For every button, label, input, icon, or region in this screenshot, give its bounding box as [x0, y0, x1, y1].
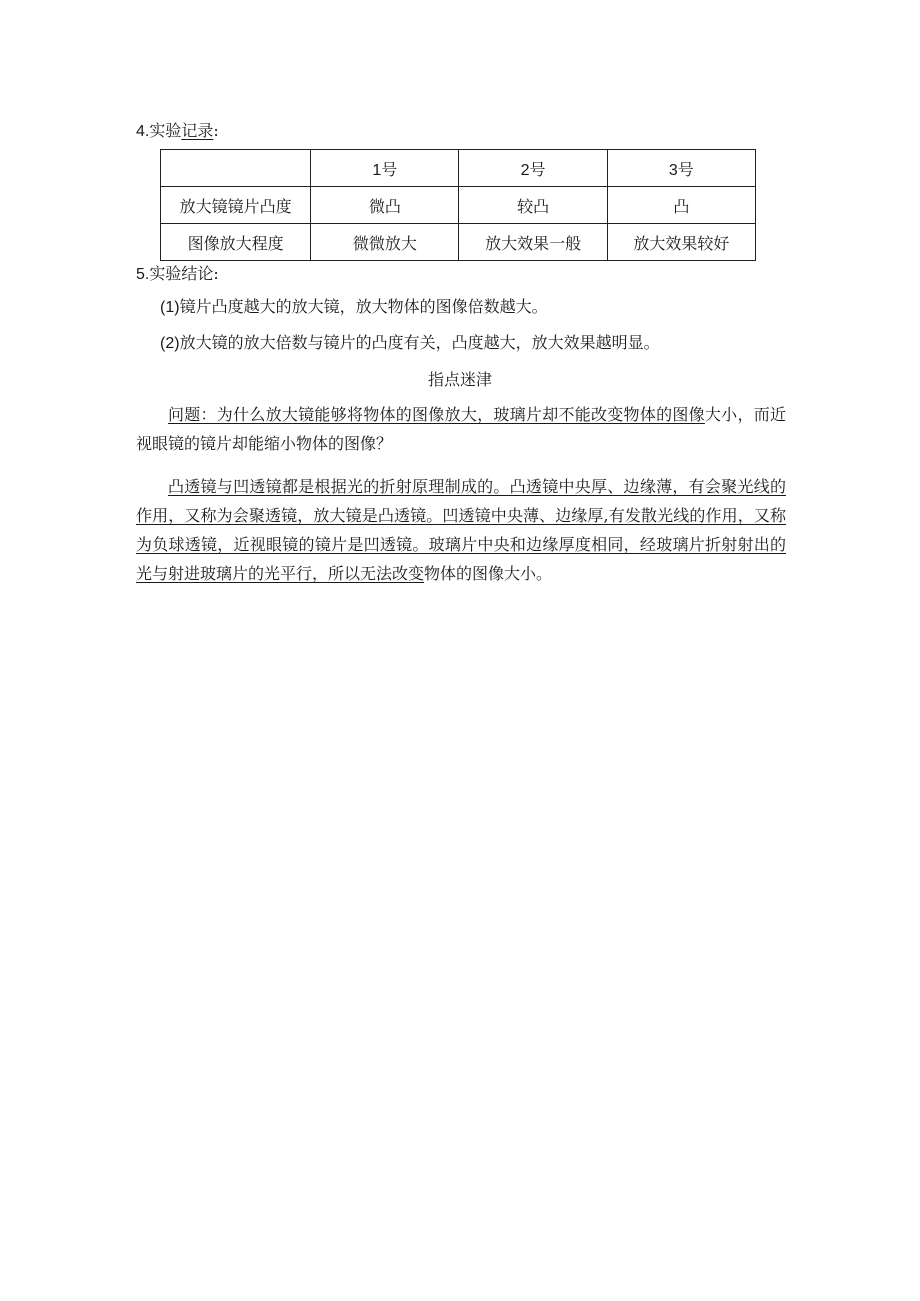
table-row	[161, 224, 756, 261]
section-4-label-underlined: 记录	[181, 121, 214, 140]
table-header-cell: 3号	[607, 150, 755, 187]
tips-question-underlined: 问题：为什么放大镜能够将物体的图像放大，玻璃片却不能改变物体的图像	[168, 405, 705, 424]
section-5-number: 5.	[136, 266, 150, 283]
tips-title: 指点迷津	[427, 370, 492, 389]
tips-answer	[136, 472, 786, 588]
table-cell: 放大效果较好	[607, 224, 755, 261]
conclusion-text: 镜片凸度越大的放大镜，放大物体的图像倍数越大。	[179, 297, 548, 316]
tips-question-rest: 大小，而近视眼镜的镜片却能缩小物体的图像？	[136, 405, 786, 453]
table-cell: 凸	[607, 187, 755, 224]
table-header-cell: 1号	[311, 150, 459, 187]
conclusion-item	[160, 297, 548, 318]
experiment-record-table	[160, 149, 756, 261]
section-4-colon: :	[213, 121, 219, 140]
tips-question	[136, 400, 786, 458]
table-header-cell	[161, 150, 311, 187]
section-4-number: 4.	[136, 123, 150, 140]
conclusion-number: (1)	[160, 299, 180, 316]
tips-answer-underlined: 凸透镜与凹透镜都是根据光的折射原理制成的。凸透镜中央厚、边缘薄，有会聚光线的作用，又称为会聚透镜，放大镜是凸透镜。凹透镜中央薄、边缘厚,有发散光线的作用，又称为负球透镜，近视眼镜的镜片是凹透镜。玻璃片中央和边缘厚度相同，经玻璃片折射射出的光与射进玻璃片的光平行，所以无法改变	[136, 477, 786, 583]
conclusion-text: 放大镜的放大倍数与镜片的凸度有关，凸度越大，放大效果越明显。	[179, 333, 660, 352]
section-5-label: 实验结论:	[149, 264, 219, 283]
tips-answer-rest: 物体的图像大小。	[424, 564, 553, 583]
table-cell: 微凸	[311, 187, 459, 224]
table-header-cell: 2号	[459, 150, 607, 187]
table-cell: 放大效果一般	[459, 224, 607, 261]
table-row	[161, 187, 756, 224]
table-cell: 图像放大程度	[161, 224, 311, 261]
table-header-row	[161, 150, 756, 187]
table-cell: 放大镜镜片凸度	[161, 187, 311, 224]
section-5-heading	[136, 264, 219, 285]
table-cell: 较凸	[459, 187, 607, 224]
conclusion-number: (2)	[160, 335, 180, 352]
section-4-label: 实验	[149, 121, 182, 140]
conclusion-item	[160, 333, 660, 354]
section-4-heading	[136, 121, 219, 142]
table-cell: 微微放大	[311, 224, 459, 261]
